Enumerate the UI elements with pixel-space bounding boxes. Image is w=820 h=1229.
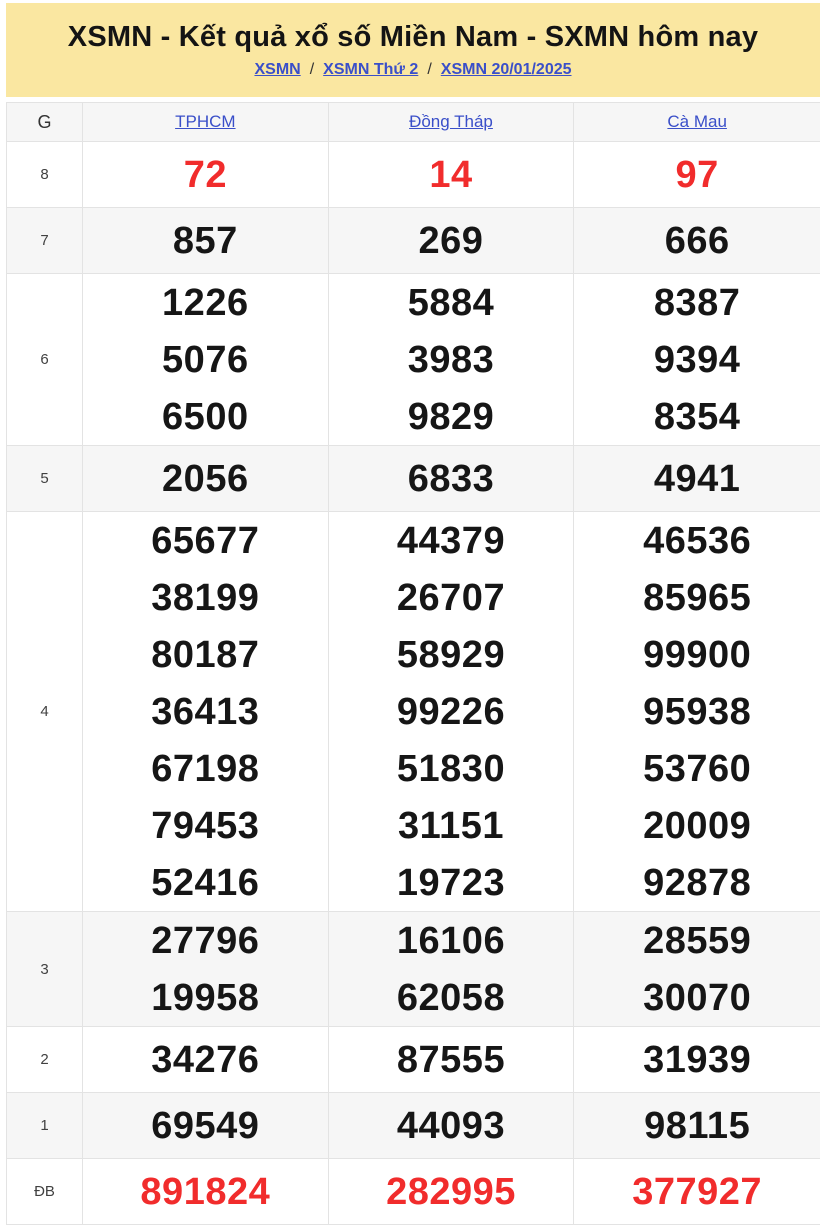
prize-number: 6833 bbox=[407, 457, 495, 500]
prize-label: 8 bbox=[7, 142, 83, 207]
prize-number: 27796 bbox=[151, 919, 260, 962]
table-header-row bbox=[7, 103, 820, 142]
prize-number: 72 bbox=[183, 153, 227, 196]
prize-numbers-cell bbox=[329, 208, 575, 273]
prize-numbers-cell bbox=[83, 912, 329, 1026]
prize-numbers-cell bbox=[574, 1159, 820, 1224]
prize-label: 3 bbox=[7, 912, 83, 1026]
prize-numbers-cell bbox=[329, 142, 575, 207]
prize-number: 80187 bbox=[151, 633, 260, 676]
prize-numbers-cell bbox=[329, 912, 575, 1026]
prize-number: 19723 bbox=[396, 861, 506, 904]
prize-number: 14 bbox=[429, 153, 473, 196]
prize-numbers-cell bbox=[83, 142, 329, 207]
prize-numbers-cell bbox=[329, 1027, 575, 1092]
table-row-prize-4 bbox=[7, 512, 820, 912]
prize-number: 3983 bbox=[407, 338, 495, 381]
prize-number: 891824 bbox=[140, 1170, 271, 1213]
table-row-prize-1 bbox=[7, 1093, 820, 1159]
prize-number: 666 bbox=[664, 219, 730, 262]
prize-number: 52416 bbox=[151, 861, 260, 904]
breadcrumb-link-xsmn[interactable]: XSMN bbox=[254, 61, 301, 78]
prize-number: 51830 bbox=[396, 747, 506, 790]
prize-numbers-cell bbox=[83, 1093, 329, 1158]
prize-number: 9394 bbox=[653, 338, 741, 381]
column-link-dong-thap[interactable]: Đồng Tháp bbox=[329, 103, 575, 141]
prize-numbers-cell bbox=[83, 512, 329, 911]
prize-number: 67198 bbox=[151, 747, 260, 790]
prize-numbers-cell bbox=[574, 446, 820, 511]
prize-number: 46536 bbox=[643, 519, 752, 562]
prize-number: 26707 bbox=[396, 576, 506, 619]
table-row-prize-5 bbox=[7, 446, 820, 512]
prize-number: 87555 bbox=[396, 1038, 506, 1081]
prize-number: 85965 bbox=[643, 576, 752, 619]
prize-number: 857 bbox=[172, 219, 238, 262]
prize-numbers-cell bbox=[329, 1093, 575, 1158]
prize-numbers-cell bbox=[83, 208, 329, 273]
results-header-panel bbox=[6, 3, 820, 97]
prize-number: 53760 bbox=[643, 747, 752, 790]
table-row-prize-6 bbox=[7, 274, 820, 446]
prize-number: 65677 bbox=[151, 519, 260, 562]
prize-number: 269 bbox=[418, 219, 484, 262]
prize-numbers-cell bbox=[574, 512, 820, 911]
prize-number: 97 bbox=[675, 153, 719, 196]
prize-number: 36413 bbox=[151, 690, 260, 733]
prize-number: 79453 bbox=[151, 804, 260, 847]
table-row-prize-7 bbox=[7, 208, 820, 274]
breadcrumb-separator: / bbox=[309, 61, 315, 78]
column-link-ca-mau[interactable]: Cà Mau bbox=[667, 112, 727, 131]
prize-numbers-cell bbox=[83, 446, 329, 511]
prize-numbers-cell bbox=[329, 446, 575, 511]
prize-numbers-cell bbox=[329, 274, 575, 445]
prize-numbers-cell bbox=[574, 1027, 820, 1092]
column-link-tphcm[interactable]: TPHCM bbox=[83, 103, 329, 141]
prize-number: 28559 bbox=[643, 919, 752, 962]
prize-label: 6 bbox=[7, 274, 83, 445]
prize-number: 44093 bbox=[396, 1104, 506, 1147]
table-body bbox=[7, 142, 820, 1225]
page-title: XSMN - Kết quả xổ số Miền Nam - SXMN hôm nay bbox=[67, 21, 759, 53]
prize-number: 20009 bbox=[643, 804, 752, 847]
prize-number: 31151 bbox=[397, 804, 505, 847]
prize-number: 8354 bbox=[653, 395, 741, 438]
prize-numbers-cell bbox=[83, 274, 329, 445]
prize-label: 2 bbox=[7, 1027, 83, 1092]
table-row-prize-2 bbox=[7, 1027, 820, 1093]
prize-label: ĐB bbox=[7, 1159, 83, 1224]
prize-number: 6500 bbox=[162, 395, 249, 438]
prize-number: 19958 bbox=[151, 976, 260, 1019]
prize-number: 1226 bbox=[162, 281, 249, 324]
table-row-prize-8 bbox=[7, 142, 820, 208]
prize-number: 9829 bbox=[407, 395, 495, 438]
table-row-prize-3 bbox=[7, 912, 820, 1027]
prize-numbers-cell bbox=[83, 1159, 329, 1224]
prize-number: 16106 bbox=[396, 919, 506, 962]
prize-number: 377927 bbox=[632, 1170, 763, 1213]
breadcrumb-link-xsmn-thu-2[interactable]: XSMN Thứ 2 bbox=[323, 61, 419, 78]
prize-number: 282995 bbox=[386, 1170, 516, 1213]
prize-number: 31939 bbox=[643, 1038, 752, 1081]
breadcrumb bbox=[254, 61, 571, 79]
prize-number: 95938 bbox=[643, 690, 752, 733]
prize-numbers-cell bbox=[574, 912, 820, 1026]
prize-number: 30070 bbox=[643, 976, 752, 1019]
prize-numbers-cell bbox=[574, 1093, 820, 1158]
prize-numbers-cell bbox=[574, 274, 820, 445]
prize-number: 4941 bbox=[653, 457, 741, 500]
prize-label: 5 bbox=[7, 446, 83, 511]
prize-number: 8387 bbox=[653, 281, 741, 324]
prize-numbers-cell bbox=[329, 512, 575, 911]
prize-number: 99226 bbox=[396, 690, 506, 733]
prize-numbers-cell bbox=[329, 1159, 575, 1224]
breadcrumb-separator: / bbox=[427, 61, 432, 78]
prize-number: 44379 bbox=[396, 519, 506, 562]
prize-number: 5884 bbox=[407, 281, 495, 324]
prize-number: 69549 bbox=[151, 1104, 260, 1147]
prize-column-header: G bbox=[7, 103, 83, 141]
prize-numbers-cell bbox=[574, 142, 820, 207]
prize-number: 98115 bbox=[644, 1104, 751, 1147]
prize-number: 92878 bbox=[643, 861, 752, 904]
prize-numbers-cell bbox=[83, 1027, 329, 1092]
prize-number: 62058 bbox=[396, 976, 506, 1019]
results-table bbox=[6, 102, 820, 1225]
prize-label: 7 bbox=[7, 208, 83, 273]
table-row-prize-ĐB bbox=[7, 1159, 820, 1225]
prize-numbers-cell bbox=[574, 208, 820, 273]
prize-number: 58929 bbox=[396, 633, 506, 676]
prize-label: 4 bbox=[7, 512, 83, 911]
prize-number: 99900 bbox=[643, 633, 752, 676]
prize-number: 5076 bbox=[162, 338, 249, 381]
prize-number: 2056 bbox=[162, 457, 249, 500]
breadcrumb-link-xsmn-date[interactable]: XSMN 20/01/2025 bbox=[440, 61, 572, 78]
prize-label: 1 bbox=[7, 1093, 83, 1158]
prize-number: 38199 bbox=[151, 576, 260, 619]
prize-number: 34276 bbox=[151, 1038, 260, 1081]
